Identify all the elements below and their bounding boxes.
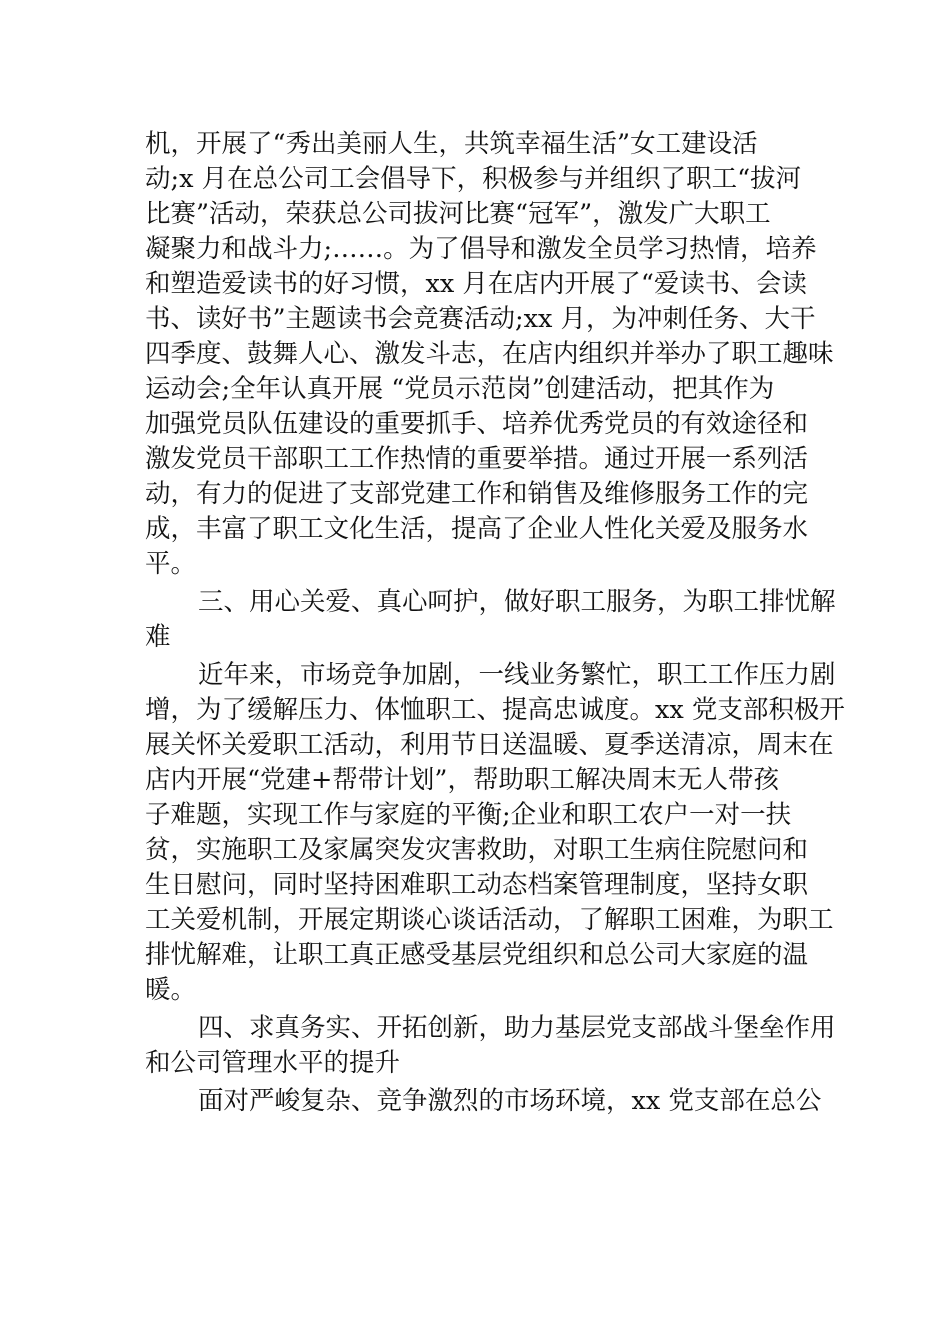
section-heading-four: 四、求真务实、开拓创新，助力基层党支部战斗堡垒作用 bbox=[198, 1013, 836, 1043]
section-heading-three: 三、用心关爱、真心呵护，做好职工服务，为职工排忧解 bbox=[198, 587, 836, 617]
text-line: 和塑造爱读书的好习惯，xx 月在店内开展了“爱读书、会读 bbox=[145, 269, 807, 299]
text-line: 店内开展“党建+帮带计划”，帮助职工解决周末无人带孩 bbox=[145, 765, 779, 795]
text-line: 动，有力的促进了支部党建工作和销售及维修服务工作的完 bbox=[145, 479, 809, 509]
section-heading-three-cont: 难 bbox=[145, 622, 171, 652]
text-line: 近年来，市场竞争加剧，一线业务繁忙，职工工作压力剧 bbox=[198, 660, 836, 690]
text-line: 生日慰问，同时坚持困难职工动态档案管理制度，坚持女职 bbox=[145, 870, 809, 900]
text-line: 排忧解难，让职工真正感受基层党组织和总公司大家庭的温 bbox=[145, 940, 809, 970]
section-heading-four-cont: 和公司管理水平的提升 bbox=[145, 1048, 401, 1078]
text-line: 凝聚力和战斗力;……。为了倡导和激发全员学习热情，培养 bbox=[145, 234, 817, 264]
text-line: 暖。 bbox=[145, 975, 197, 1005]
text-line: 书、读好书”主题读书会竞赛活动;xx 月，为冲刺任务、大干 bbox=[145, 304, 816, 334]
text-line: 子难题，实现工作与家庭的平衡;企业和职工农户一对一扶 bbox=[145, 800, 792, 830]
text-line: 激发党员干部职工工作热情的重要举措。通过开展一系列活 bbox=[145, 444, 809, 474]
text-line: 运动会;全年认真开展 “党员示范岗”创建活动，把其作为 bbox=[145, 374, 775, 404]
text-line: 工关爱机制，开展定期谈心谈话活动，了解职工困难，为职工 bbox=[145, 905, 834, 935]
text-line: 贫，实施职工及家属突发灾害救助，对职工生病住院慰问和 bbox=[145, 835, 809, 865]
text-line: 展关怀关爱职工活动，利用节日送温暖、夏季送清凉，周末在 bbox=[145, 730, 834, 760]
text-line: 增，为了缓解压力、体恤职工、提高忠诚度。xx 党支部积极开 bbox=[145, 695, 845, 725]
text-line: 加强党员队伍建设的重要抓手、培养优秀党员的有效途径和 bbox=[145, 409, 809, 439]
text-line: 动;x 月在总公司工会倡导下，积极参与并组织了职工“拔河 bbox=[145, 164, 802, 194]
text-line: 四季度、鼓舞人心、激发斗志，在店内组织并举办了职工趣味 bbox=[145, 339, 834, 369]
text-line: 面对严峻复杂、竞争激烈的市场环境，xx 党支部在总公 bbox=[198, 1086, 822, 1116]
text-line: 比赛”活动，荣获总公司拔河比赛“冠军”，激发广大职工 bbox=[145, 199, 771, 229]
text-line: 平。 bbox=[145, 549, 197, 579]
text-line: 机，开展了“秀出美丽人生，共筑幸福生活”女工建设活 bbox=[145, 129, 758, 159]
text-line: 成，丰富了职工文化生活，提高了企业人性化关爱及服务水 bbox=[145, 514, 809, 544]
